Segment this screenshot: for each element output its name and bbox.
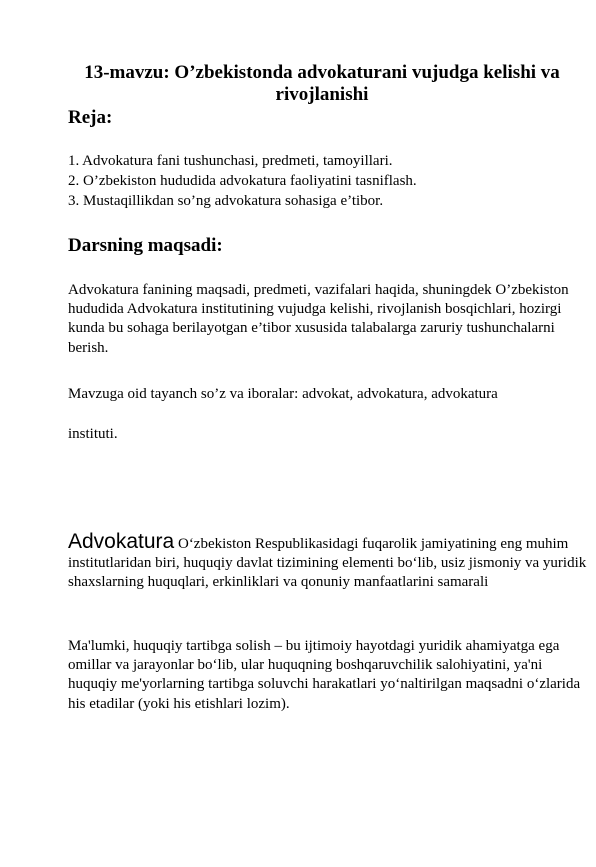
plan-item-3: 3. Mustaqillikdan so’ng advokatura sohasiga e’tibor. xyxy=(68,193,384,209)
section-paragraph-2: Ma'lumki, huquqiy tartibga solish – bu ijtimoiy hayotdagi yuridik ahamiyatga ega omillar va jarayonlar bo‘lib, ular huquqning boshqaruvchilik salohiyatini, ya'ni huquqiy me'yorlarning tartibga soluvchi harakatlari yo‘naltirilgan maqsadni o‘zlarida his etadilar (yoki his etishlari lozim). xyxy=(68,638,581,712)
goal-paragraph: Advokatura fanining maqsadi, predmeti, vazifalari haqida, shuningdek O’zbekiston hududida Advokatura institutining vujudga kelishi, rivojlanish bosqichlari, hozirgi kunda bu sohaga berilayotgan e’tibor xususida talabalarga zaruriy tushunchalarni berish. xyxy=(68,282,569,356)
section-lead-word: Advokatura xyxy=(68,530,175,553)
goal-heading: Darsning maqsadi: xyxy=(68,235,223,256)
plan-item-1: 1. Advokatura fani tushunchasi, predmeti, tamoyillari. xyxy=(68,153,393,169)
plan-item-2: 2. O’zbekiston hududida advokatura faoliyatini tasniflash. xyxy=(68,173,417,189)
document-title: 13-mavzu: O’zbekistonda advokaturani vujudga kelishi va rivojlanishi xyxy=(84,62,560,105)
section-lead-text: O‘zbekiston Respublikasidagi fuqarolik jamiyatining eng muhim institutlaridan biri, huquqiy davlat tizimining elementi bo‘lib, usiz jismoniy va yuridik shaxslarning huquqlari, erkinliklari va qonuniy manfaatlarini samarali xyxy=(68,536,587,591)
keywords-line-1: Mavzuga oid tayanch so’z va iboralar: advokat, advokatura, advokatura xyxy=(68,386,498,402)
keywords-line-2: instituti. xyxy=(68,426,118,442)
plan-heading: Reja: xyxy=(68,107,113,128)
section-paragraph-1 xyxy=(68,532,588,593)
